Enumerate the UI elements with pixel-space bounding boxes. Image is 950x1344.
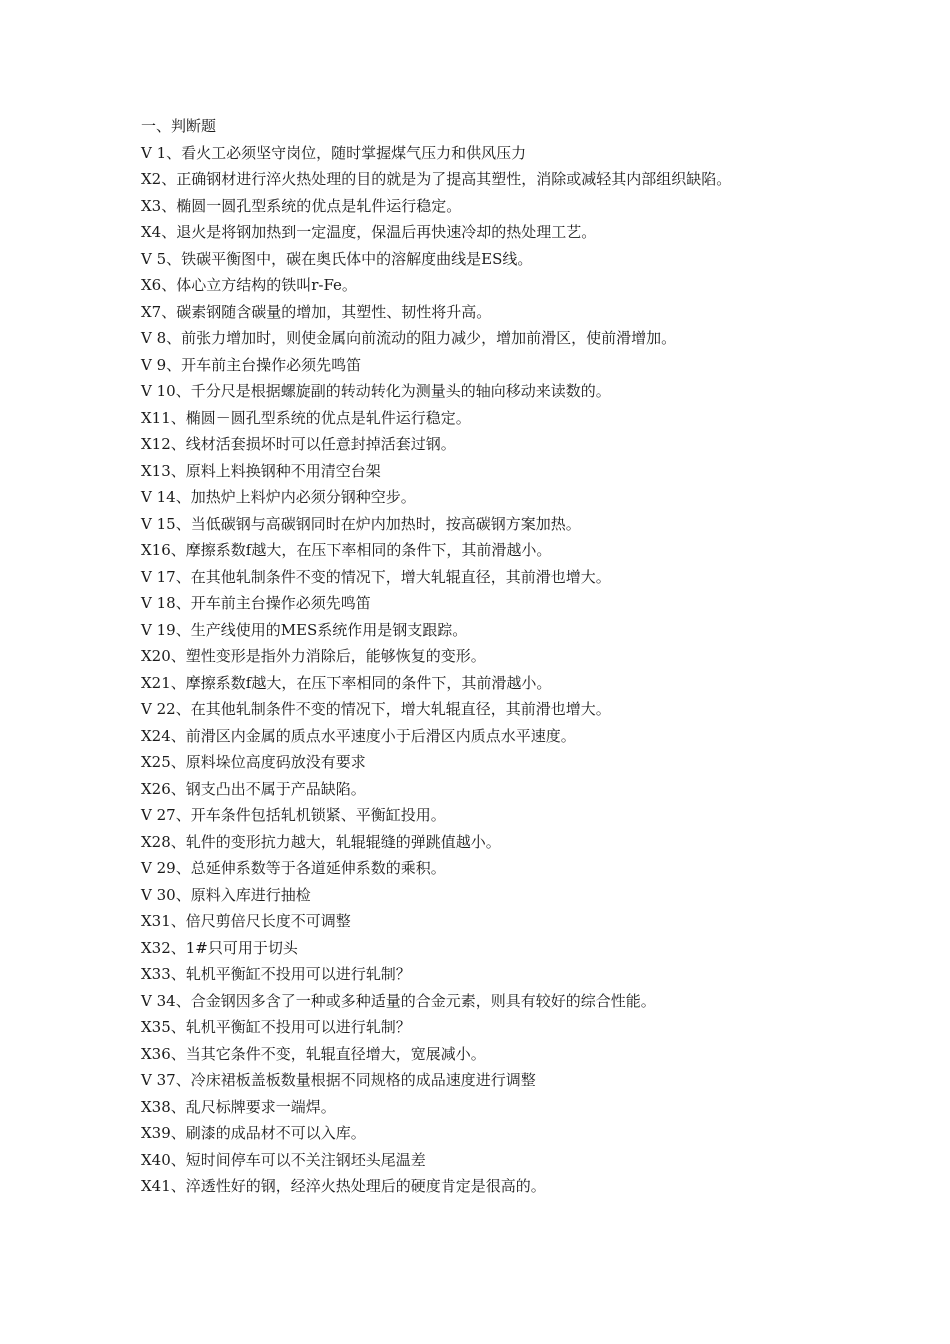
question-item: X38、乱尺标牌要求一端焊。	[141, 1097, 336, 1116]
question-item: X36、当其它条件不变，轧辊直径增大，宽展减小。	[141, 1044, 486, 1063]
question-item: V 8、前张力增加时，则使金属向前流动的阻力减少，增加前滑区，使前滑增加。	[141, 329, 677, 347]
question-item: X31、倍尺剪倍尺长度不可调整	[141, 912, 351, 930]
section-title: 一、判断题	[141, 117, 217, 135]
question-item: X11、椭圆－圆孔型系统的优点是轧件运行稳定。	[141, 408, 471, 427]
question-item: X13、原料上料换钢种不用清空台架	[141, 461, 381, 480]
question-item: X39、刷漆的成品材不可以入库。	[141, 1124, 366, 1142]
question-item: X24、前滑区内金属的质点水平速度小于后滑区内质点水平速度。	[141, 726, 576, 745]
question-item: V 9、开车前主台操作必须先鸣笛	[141, 355, 362, 374]
question-item: X25、原料垛位高度码放没有要求	[141, 753, 366, 771]
question-item: V 1、看火工必须坚守岗位，随时掌握煤气压力和供风压力	[141, 143, 527, 162]
question-item: X3、椭圆一圆孔型系统的优点是轧件运行稳定。	[141, 196, 462, 215]
question-item: V 14、加热炉上料炉内必须分钢种空步。	[141, 488, 416, 506]
question-list	[141, 140, 841, 1200]
question-item: X16、摩擦系数f越大，在压下率相同的条件下，其前滑越小。	[141, 541, 552, 559]
question-item: X41、淬透性好的钢，经淬火热处理后的硬度肯定是很高的。	[141, 1177, 546, 1195]
question-item: V 5、铁碳平衡图中，碳在奥氏体中的溶解度曲线是ES线。	[141, 249, 533, 268]
question-item: V 10、千分尺是根据螺旋副的转动转化为测量头的轴向移动来读数的。	[141, 382, 611, 400]
question-item: V 29、总延伸系数等于各道延伸系数的乘积。	[141, 859, 446, 877]
question-item: V 17、在其他轧制条件不变的情况下，增大轧辊直径，其前滑也增大。	[141, 567, 611, 586]
document-body	[141, 113, 841, 1200]
question-item: X40、短时间停车可以不关注钢坯头尾温差	[141, 1150, 426, 1169]
question-item: X26、钢支凸出不属于产品缺陷。	[141, 779, 366, 798]
question-item: V 22、在其他轧制条件不变的情况下，增大轧辊直径，其前滑也增大。	[141, 700, 611, 718]
question-item: X4、退火是将钢加热到一定温度，保温后再快速冷却的热处理工艺。	[141, 223, 597, 241]
question-item: V 30、原料入库进行抽检	[141, 885, 311, 904]
question-item: X7、碳素钢随含碳量的增加，其塑性、韧性将升高。	[141, 302, 492, 321]
question-item: X33、轧机平衡缸不投用可以进行轧制？	[141, 965, 411, 983]
question-item: V 34、合金钢因多含了一种或多种适量的合金元素，则具有较好的综合性能。	[141, 991, 656, 1010]
question-item: V 27、开车条件包括轧机锁紧、平衡缸投用。	[141, 806, 446, 824]
question-item: X28、轧件的变形抗力越大，轧辊辊缝的弹跳值越小。	[141, 832, 501, 851]
question-item: V 37、冷床裙板盖板数量根据不同规格的成品速度进行调整	[141, 1071, 536, 1089]
question-item: X2、正确钢材进行淬火热处理的目的就是为了提高其塑性，消除或减轻其内部组织缺陷。	[141, 170, 732, 188]
question-item: V 19、生产线使用的MES系统作用是钢支跟踪。	[141, 620, 468, 639]
question-item: X6、体心立方结构的铁叫r-Fe。	[141, 276, 357, 294]
question-item: X32、1#只可用于切头	[141, 938, 298, 957]
question-item: X35、轧机平衡缸不投用可以进行轧制？	[141, 1018, 411, 1036]
question-item: V 18、开车前主台操作必须先鸣笛	[141, 594, 371, 612]
question-item: V 15、当低碳钢与高碳钢同时在炉内加热时，按高碳钢方案加热。	[141, 514, 581, 533]
question-item: X12、线材活套损坏时可以任意封掉活套过钢。	[141, 435, 456, 453]
question-item: X21、摩擦系数f越大，在压下率相同的条件下，其前滑越小。	[141, 673, 552, 692]
question-item: X20、塑性变形是指外力消除后，能够恢复的变形。	[141, 647, 486, 665]
